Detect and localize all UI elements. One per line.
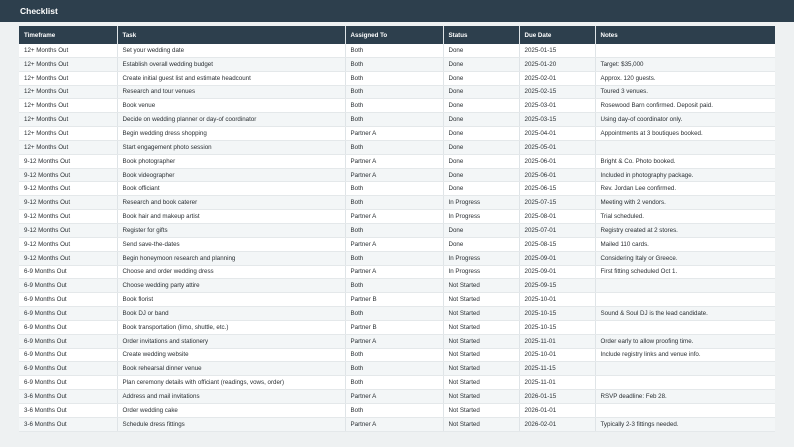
table-row[interactable]	[19, 320, 775, 334]
cell-task[interactable]: Book photographer	[117, 154, 345, 168]
cell-due-date[interactable]: 2025-09-01	[519, 251, 595, 265]
cell-due-date[interactable]: 2025-08-01	[519, 210, 595, 224]
cell-status[interactable]: In Progress	[443, 196, 519, 210]
cell-status[interactable]: Done	[443, 182, 519, 196]
cell-task[interactable]: Book transportation (limo, shuttle, etc.)	[117, 320, 345, 334]
cell-due-date[interactable]: 2025-05-01	[519, 140, 595, 154]
cell-assigned-to[interactable]: Both	[345, 71, 443, 85]
cell-timeframe[interactable]: 9-12 Months Out	[19, 182, 117, 196]
cell-task[interactable]: Send save-the-dates	[117, 237, 345, 251]
cell-timeframe[interactable]: 9-12 Months Out	[19, 237, 117, 251]
cell-assigned-to[interactable]: Both	[345, 376, 443, 390]
cell-notes[interactable]: Order early to allow proofing time.	[595, 334, 775, 348]
header-row	[19, 26, 775, 44]
cell-timeframe[interactable]: 12+ Months Out	[19, 44, 117, 57]
cell-notes[interactable]: Toured 3 venues.	[595, 85, 775, 99]
cell-task[interactable]: Book venue	[117, 99, 345, 113]
cell-due-date[interactable]: 2025-11-01	[519, 376, 595, 390]
cell-timeframe[interactable]: 9-12 Months Out	[19, 210, 117, 224]
cell-notes[interactable]: Registry created at 2 stores.	[595, 223, 775, 237]
cell-assigned-to[interactable]: Partner A	[345, 168, 443, 182]
cell-assigned-to[interactable]: Partner A	[345, 237, 443, 251]
cell-due-date[interactable]: 2025-06-15	[519, 182, 595, 196]
cell-status[interactable]: Not Started	[443, 334, 519, 348]
cell-due-date[interactable]: 2025-10-15	[519, 320, 595, 334]
cell-status[interactable]: Done	[443, 85, 519, 99]
cell-task[interactable]: Book DJ or band	[117, 307, 345, 321]
cell-due-date[interactable]: 2025-02-01	[519, 71, 595, 85]
cell-assigned-to[interactable]: Both	[345, 113, 443, 127]
table-row[interactable]	[19, 376, 775, 390]
cell-timeframe[interactable]: 12+ Months Out	[19, 113, 117, 127]
cell-task[interactable]: Address and mail invitations	[117, 390, 345, 404]
header-notes[interactable]: Notes	[595, 26, 775, 44]
cell-task[interactable]: Create wedding website	[117, 348, 345, 362]
cell-task[interactable]: Book officiant	[117, 182, 345, 196]
table-row[interactable]	[19, 334, 775, 348]
table-row[interactable]	[19, 293, 775, 307]
table-row[interactable]	[19, 127, 775, 141]
cell-notes[interactable]: Sound & Soul DJ is the lead candidate.	[595, 307, 775, 321]
cell-timeframe[interactable]: 6-9 Months Out	[19, 293, 117, 307]
cell-task[interactable]: Begin wedding dress shopping	[117, 127, 345, 141]
cell-task[interactable]: Choose wedding party attire	[117, 279, 345, 293]
cell-due-date[interactable]: 2025-07-01	[519, 223, 595, 237]
cell-due-date[interactable]: 2025-10-01	[519, 348, 595, 362]
cell-assigned-to[interactable]: Both	[345, 348, 443, 362]
cell-task[interactable]: Start engagement photo session	[117, 140, 345, 154]
cell-status[interactable]: Not Started	[443, 403, 519, 417]
cell-timeframe[interactable]: 12+ Months Out	[19, 85, 117, 99]
table-row[interactable]	[19, 307, 775, 321]
cell-notes[interactable]: Approx. 120 guests.	[595, 71, 775, 85]
window-title-bar	[0, 0, 794, 22]
cell-assigned-to[interactable]: Both	[345, 362, 443, 376]
table-row[interactable]	[19, 223, 775, 237]
cell-notes[interactable]: Trial scheduled.	[595, 210, 775, 224]
table-row[interactable]	[19, 44, 775, 57]
table-row[interactable]	[19, 417, 775, 431]
cell-notes[interactable]: Target: $35,000	[595, 57, 775, 71]
header-assigned-to[interactable]: Assigned To	[345, 26, 443, 44]
cell-due-date[interactable]: 2025-10-15	[519, 307, 595, 321]
cell-notes[interactable]: Typically 2-3 fittings needed.	[595, 417, 775, 431]
cell-timeframe[interactable]: 6-9 Months Out	[19, 362, 117, 376]
table-row[interactable]	[19, 196, 775, 210]
cell-timeframe[interactable]: 12+ Months Out	[19, 127, 117, 141]
cell-timeframe[interactable]: 6-9 Months Out	[19, 307, 117, 321]
cell-task[interactable]: Set your wedding date	[117, 44, 345, 57]
cell-task[interactable]: Create initial guest list and estimate headcount	[117, 71, 345, 85]
cell-due-date[interactable]: 2025-09-01	[519, 265, 595, 279]
cell-assigned-to[interactable]: Both	[345, 223, 443, 237]
cell-status[interactable]: Done	[443, 57, 519, 71]
cell-task[interactable]: Schedule dress fittings	[117, 417, 345, 431]
cell-timeframe[interactable]: 9-12 Months Out	[19, 223, 117, 237]
window-title: Checklist	[20, 6, 58, 16]
cell-task[interactable]: Book videographer	[117, 168, 345, 182]
cell-notes[interactable]	[595, 362, 775, 376]
cell-notes[interactable]	[595, 320, 775, 334]
cell-status[interactable]: Done	[443, 140, 519, 154]
table-row[interactable]	[19, 113, 775, 127]
header-due-date[interactable]: Due Date	[519, 26, 595, 44]
cell-notes[interactable]	[595, 293, 775, 307]
cell-timeframe[interactable]: 12+ Months Out	[19, 57, 117, 71]
cell-timeframe[interactable]: 3-6 Months Out	[19, 390, 117, 404]
cell-notes[interactable]: Appointments at 3 boutiques booked.	[595, 127, 775, 141]
cell-assigned-to[interactable]: Both	[345, 196, 443, 210]
cell-notes[interactable]: Included in photography package.	[595, 168, 775, 182]
cell-notes[interactable]	[595, 140, 775, 154]
table-row[interactable]	[19, 237, 775, 251]
cell-timeframe[interactable]: 9-12 Months Out	[19, 196, 117, 210]
cell-due-date[interactable]: 2025-09-15	[519, 279, 595, 293]
cell-notes[interactable]	[595, 403, 775, 417]
cell-due-date[interactable]: 2025-07-15	[519, 196, 595, 210]
cell-due-date[interactable]: 2025-01-20	[519, 57, 595, 71]
cell-assigned-to[interactable]: Partner A	[345, 154, 443, 168]
cell-task[interactable]: Register for gifts	[117, 223, 345, 237]
cell-status[interactable]: In Progress	[443, 265, 519, 279]
table-row[interactable]	[19, 71, 775, 85]
checklist-sheet	[19, 26, 775, 432]
table-row[interactable]	[19, 99, 775, 113]
table-row[interactable]	[19, 210, 775, 224]
cell-due-date[interactable]: 2025-06-01	[519, 168, 595, 182]
cell-assigned-to[interactable]: Both	[345, 307, 443, 321]
cell-assigned-to[interactable]: Both	[345, 85, 443, 99]
table-row[interactable]	[19, 140, 775, 154]
cell-task[interactable]: Choose and order wedding dress	[117, 265, 345, 279]
cell-notes[interactable]: Mailed 110 cards.	[595, 237, 775, 251]
cell-task[interactable]: Book rehearsal dinner venue	[117, 362, 345, 376]
cell-timeframe[interactable]: 12+ Months Out	[19, 71, 117, 85]
table-row[interactable]	[19, 251, 775, 265]
cell-task[interactable]: Begin honeymoon research and planning	[117, 251, 345, 265]
cell-assigned-to[interactable]: Partner A	[345, 417, 443, 431]
header-timeframe[interactable]: Timeframe	[19, 26, 117, 44]
cell-notes[interactable]: Rosewood Barn confirmed. Deposit paid.	[595, 99, 775, 113]
cell-timeframe[interactable]: 9-12 Months Out	[19, 251, 117, 265]
cell-due-date[interactable]: 2025-02-15	[519, 85, 595, 99]
cell-task[interactable]: Plan ceremony details with officiant (readings, vows, order)	[117, 376, 345, 390]
cell-assigned-to[interactable]: Both	[345, 279, 443, 293]
cell-assigned-to[interactable]: Both	[345, 182, 443, 196]
cell-notes[interactable]: Include registry links and venue info.	[595, 348, 775, 362]
cell-timeframe[interactable]: 12+ Months Out	[19, 99, 117, 113]
cell-timeframe[interactable]: 6-9 Months Out	[19, 265, 117, 279]
header-status[interactable]: Status	[443, 26, 519, 44]
cell-status[interactable]: Not Started	[443, 417, 519, 431]
cell-timeframe[interactable]: 6-9 Months Out	[19, 376, 117, 390]
cell-timeframe[interactable]: 12+ Months Out	[19, 140, 117, 154]
cell-timeframe[interactable]: 6-9 Months Out	[19, 320, 117, 334]
cell-status[interactable]: Not Started	[443, 390, 519, 404]
table-row[interactable]	[19, 279, 775, 293]
cell-task[interactable]: Book florist	[117, 293, 345, 307]
checklist-table	[19, 26, 775, 432]
cell-status[interactable]: Done	[443, 127, 519, 141]
cell-assigned-to[interactable]: Partner A	[345, 127, 443, 141]
cell-status[interactable]: Done	[443, 44, 519, 57]
cell-assigned-to[interactable]: Partner B	[345, 320, 443, 334]
cell-due-date[interactable]: 2026-01-15	[519, 390, 595, 404]
cell-assigned-to[interactable]: Both	[345, 57, 443, 71]
cell-assigned-to[interactable]: Both	[345, 251, 443, 265]
cell-notes[interactable]: First fitting scheduled Oct 1.	[595, 265, 775, 279]
header-task[interactable]: Task	[117, 26, 345, 44]
cell-status[interactable]: Not Started	[443, 307, 519, 321]
cell-assigned-to[interactable]: Both	[345, 99, 443, 113]
cell-notes[interactable]: Rev. Jordan Lee confirmed.	[595, 182, 775, 196]
cell-timeframe[interactable]: 3-6 Months Out	[19, 417, 117, 431]
cell-status[interactable]: Done	[443, 99, 519, 113]
cell-task[interactable]: Decide on wedding planner or day-of coordinator	[117, 113, 345, 127]
cell-timeframe[interactable]: 6-9 Months Out	[19, 348, 117, 362]
cell-status[interactable]: Not Started	[443, 320, 519, 334]
cell-due-date[interactable]: 2025-01-15	[519, 44, 595, 57]
cell-due-date[interactable]: 2025-03-15	[519, 113, 595, 127]
table-row[interactable]	[19, 57, 775, 71]
cell-due-date[interactable]: 2025-04-01	[519, 127, 595, 141]
table-row[interactable]	[19, 154, 775, 168]
cell-assigned-to[interactable]: Partner A	[345, 390, 443, 404]
cell-notes[interactable]	[595, 376, 775, 390]
cell-due-date[interactable]: 2026-02-01	[519, 417, 595, 431]
cell-status[interactable]: Done	[443, 237, 519, 251]
cell-timeframe[interactable]: 9-12 Months Out	[19, 154, 117, 168]
cell-timeframe[interactable]: 3-6 Months Out	[19, 403, 117, 417]
cell-notes[interactable]: Using day-of coordinator only.	[595, 113, 775, 127]
cell-status[interactable]: Not Started	[443, 376, 519, 390]
cell-due-date[interactable]: 2025-08-15	[519, 237, 595, 251]
cell-status[interactable]: Done	[443, 71, 519, 85]
cell-timeframe[interactable]: 9-12 Months Out	[19, 168, 117, 182]
table-row[interactable]	[19, 85, 775, 99]
cell-assigned-to[interactable]: Both	[345, 403, 443, 417]
cell-due-date[interactable]: 2025-11-15	[519, 362, 595, 376]
cell-due-date[interactable]: 2026-01-01	[519, 403, 595, 417]
cell-notes[interactable]: Considering Italy or Greece.	[595, 251, 775, 265]
cell-assigned-to[interactable]: Both	[345, 44, 443, 57]
table-row[interactable]	[19, 362, 775, 376]
cell-status[interactable]: Not Started	[443, 279, 519, 293]
cell-status[interactable]: Done	[443, 154, 519, 168]
table-row[interactable]	[19, 390, 775, 404]
cell-status[interactable]: Not Started	[443, 362, 519, 376]
cell-due-date[interactable]: 2025-11-01	[519, 334, 595, 348]
cell-due-date[interactable]: 2025-10-01	[519, 293, 595, 307]
cell-task[interactable]: Research and tour venues	[117, 85, 345, 99]
cell-timeframe[interactable]: 6-9 Months Out	[19, 334, 117, 348]
cell-status[interactable]: Done	[443, 223, 519, 237]
cell-status[interactable]: Not Started	[443, 293, 519, 307]
cell-due-date[interactable]: 2025-06-01	[519, 154, 595, 168]
table-row[interactable]	[19, 265, 775, 279]
table-row[interactable]	[19, 403, 775, 417]
cell-notes[interactable]	[595, 279, 775, 293]
cell-notes[interactable]: RSVP deadline: Feb 28.	[595, 390, 775, 404]
cell-task[interactable]: Research and book caterer	[117, 196, 345, 210]
cell-assigned-to[interactable]: Partner B	[345, 293, 443, 307]
cell-assigned-to[interactable]: Partner A	[345, 210, 443, 224]
cell-notes[interactable]: Meeting with 2 vendors.	[595, 196, 775, 210]
cell-status[interactable]: Not Started	[443, 348, 519, 362]
cell-task[interactable]: Order invitations and stationery	[117, 334, 345, 348]
cell-task[interactable]: Order wedding cake	[117, 403, 345, 417]
cell-status[interactable]: Done	[443, 113, 519, 127]
cell-notes[interactable]: Bright & Co. Photo booked.	[595, 154, 775, 168]
table-row[interactable]	[19, 182, 775, 196]
cell-notes[interactable]	[595, 44, 775, 57]
cell-assigned-to[interactable]: Partner A	[345, 265, 443, 279]
cell-status[interactable]: In Progress	[443, 210, 519, 224]
table-row[interactable]	[19, 168, 775, 182]
cell-due-date[interactable]: 2025-03-01	[519, 99, 595, 113]
table-row[interactable]	[19, 348, 775, 362]
cell-task[interactable]: Establish overall wedding budget	[117, 57, 345, 71]
cell-timeframe[interactable]: 6-9 Months Out	[19, 279, 117, 293]
cell-status[interactable]: Done	[443, 168, 519, 182]
cell-status[interactable]: In Progress	[443, 251, 519, 265]
cell-task[interactable]: Book hair and makeup artist	[117, 210, 345, 224]
cell-assigned-to[interactable]: Both	[345, 140, 443, 154]
cell-assigned-to[interactable]: Partner A	[345, 334, 443, 348]
table-body	[19, 44, 775, 431]
